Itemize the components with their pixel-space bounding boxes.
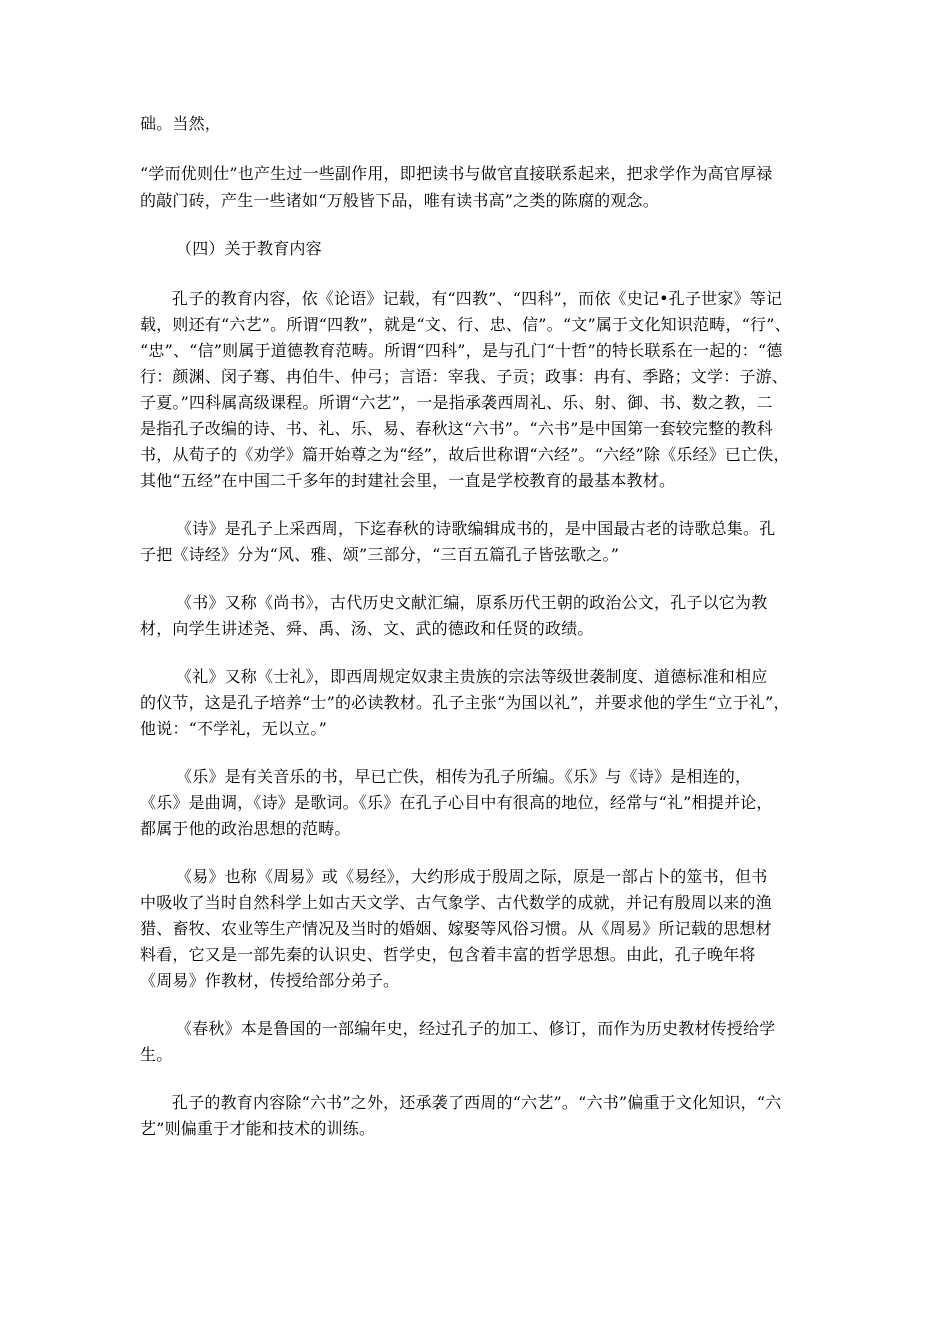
text-line: 孔子的教育内容除“六书”之外，还承袭了西周的“六艺”。“六书”偏重于文化知识，“六: [172, 1093, 782, 1112]
text-line: 子把《诗经》分为“风、雅、颂”三部分，“三百五篇孔子皆弦歌之。”: [140, 545, 620, 564]
text-line: 都属于他的政治思想的范畴。: [140, 819, 351, 838]
text-line: 的仪节，这是孔子培养“士”的必读教材。孔子主张“为国以礼”，并要求他的学生“立于礼”，: [140, 693, 790, 712]
text-line: 《周易》作教材，传授给部分弟子。: [140, 971, 400, 990]
text-line: 《书》又称《尚书》，古代历史文献汇编，原系历代王朝的政治公文，孔子以它为教: [176, 593, 768, 612]
text-line: 书，从荀子的《劝学》篇开始尊之为“经”，故后世称谓“六经”。“六经”除《乐经》已亡佚，: [140, 445, 790, 464]
text-line: “学而优则仕”也产生过一些副作用，即把读书与做官直接联系起来，把求学作为高官厚禄: [140, 164, 773, 183]
text-line: 载，则还有“六艺”。所谓“四教”，就是“文、行、忠、信”。“文”属于文化知识范畴，“行”、: [140, 315, 791, 334]
text-line: 材，向学生讲述尧、舜、禹、汤、文、武的德政和任贤的政绩。: [140, 619, 594, 638]
text-line: 中吸收了当时自然科学上如古天文学、古气象学、古代数学的成就，并记有殷周以来的渔: [140, 893, 772, 912]
text-line: 《春秋》本是鲁国的一部编年史，经过孔子的加工、修订，而作为历史教材传授给学: [176, 1019, 776, 1038]
text-line: 其他“五经”在中国二千多年的封建社会里，一直是学校教育的最基本教材。: [140, 471, 676, 490]
text-line: 《礼》又称《士礼》，即西周规定奴隶主贵族的宗法等级世袭制度、道德标准和相应: [176, 667, 768, 686]
text-line: 他说：“不学礼，无以立。”: [140, 719, 327, 738]
text-line: 行：颜渊、闵子骞、冉伯牛、仲弓；言语：宰我、子贡；政事：冉有、季路；文学：子游、: [140, 367, 789, 386]
text-line: 猎、畜牧、农业等生产情况及当时的婚姻、嫁娶等风俗习惯。从《周易》所记载的思想材: [140, 919, 772, 938]
text-line: 的敲门砖，产生一些诸如“万般皆下品，唯有读书高”之类的陈腐的观念。: [140, 191, 659, 210]
text-line: 《诗》是孔子上采西周，下迄春秋的诗歌编辑成书的，是中国最古老的诗歌总集。孔: [176, 519, 776, 538]
text-line: “忠”、“信”则属于道德教育范畴。所谓“四科”，是与孔门“十哲”的特长联系在一起的：“德: [140, 341, 783, 360]
text-line: 《乐》是有关音乐的书，早已亡佚，相传为孔子所编。《乐》与《诗》是相连的，: [176, 767, 752, 786]
text-line: 《易》也称《周易》或《易经》，大约形成于殷周之际，原是一部占卜的筮书，但书: [176, 867, 768, 886]
text-line: 础。当然，: [140, 114, 222, 133]
text-line: 子夏。”四科属高级课程。所谓“六艺”，一是指承袭西周礼、乐、射、御、书、数之教，二: [140, 393, 773, 412]
text-line: 料看，它又是一部先秦的认识史、哲学史，包含着丰富的哲学思想。由此，孔子晚年将: [140, 945, 756, 964]
text-line: 《乐》是曲调，《诗》是歌词。《乐》在孔子心目中有很高的地位，经常与“礼”相提并论，: [140, 793, 773, 812]
text-line: 是指孔子改编的诗、书、礼、乐、易、春秋这“六书”。“六书”是中国第一套较完整的教科: [140, 419, 773, 438]
text-line: 生。: [140, 1045, 173, 1064]
text-line: 孔子的教育内容，依《论语》记载，有“四教”、“四科”，而依《史记•孔子世家》等记: [172, 289, 783, 308]
section-heading: （四）关于教育内容: [176, 239, 322, 258]
text-line: 艺”则偏重于才能和技术的训练。: [140, 1119, 376, 1138]
